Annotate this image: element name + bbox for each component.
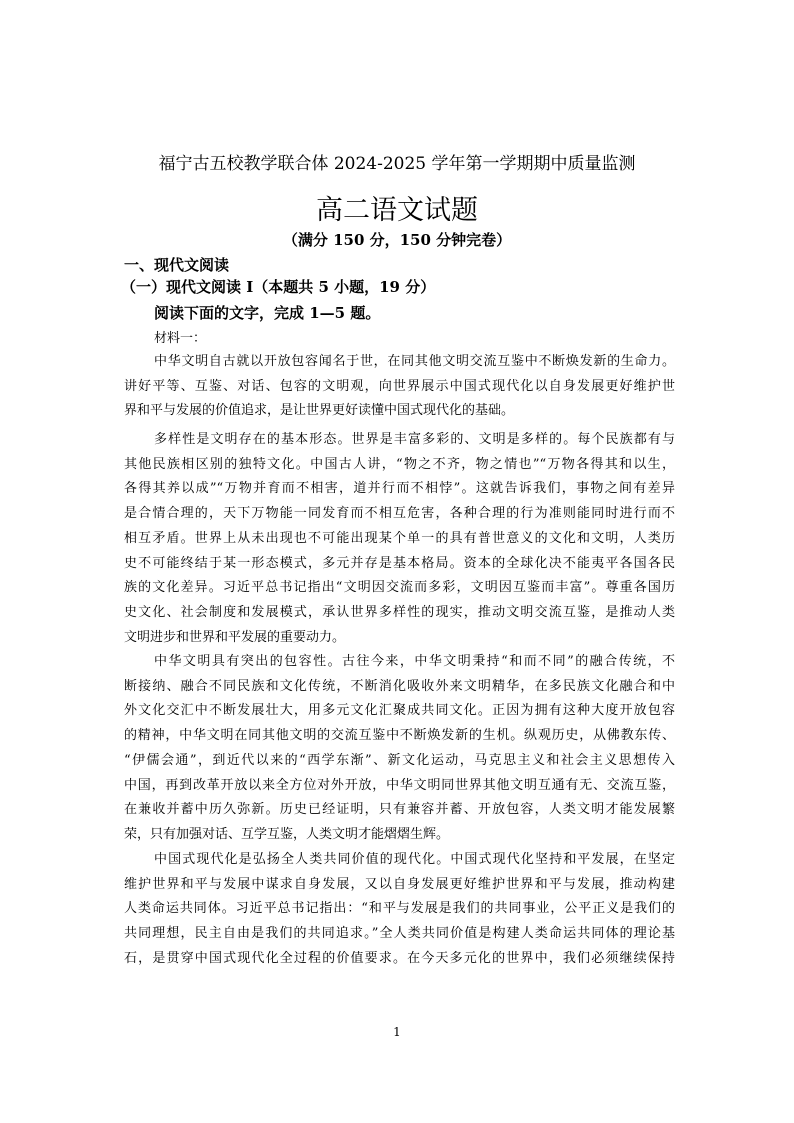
paragraph-2-line-7: 族的文化差异。习近平总书记指出“文明因交流而多彩，文明因互鉴而丰富”。尊重各国历 bbox=[124, 580, 675, 596]
section-title: 一、现代文阅读 bbox=[124, 256, 230, 274]
paragraph-3-line-8: 荣，只有加强对话、互学互鉴，人类文明才能熠熠生辉。 bbox=[124, 826, 450, 842]
school-line: 福宁古五校教学联合体 2024-2025 学年第一学期期中质量监测 bbox=[158, 154, 636, 174]
page-number: 1 bbox=[393, 1025, 401, 1039]
instruction: 阅读下面的文字，完成 1—5 题。 bbox=[154, 304, 381, 322]
paragraph-3-line-6: 中国，再到改革开放以来全方位对外开放，中华文明同世界其他文明互通有无、交流互鉴， bbox=[124, 777, 675, 793]
paragraph-2-line-9: 文明进步和世界和平发展的重要动力。 bbox=[124, 629, 346, 645]
paragraph-1-line-2: 讲好平等、互鉴、对话、包容的文明观，向世界展示中国式现代化以自身发展更好维护世 bbox=[124, 378, 675, 394]
paragraph-2-line-4: 是合情合理的，天下万物能一同发育而不相互危害，各种合理的行为准则能同时进行而不 bbox=[124, 506, 675, 522]
exam-title: 高二语文试题 bbox=[316, 195, 478, 226]
paragraph-4-line-2: 维护世界和平与发展中谋求自身发展，又以自身发展更好维护世界和平与发展，推动构建 bbox=[124, 876, 675, 892]
paragraph-3-line-5: “伊儒会通”，到近代以来的“西学东渐”、新文化运动，马克思主义和社会主义思想传入 bbox=[124, 752, 675, 768]
paragraph-4-line-4: 共同理想，民主自由是我们的共同追求。”全人类共同价值是构建人类命运共同体的理论基 bbox=[124, 926, 675, 942]
paragraph-4-line-5: 石，是贯穿中国式现代化全过程的价值要求。在今天多元化的世界中，我们必须继续保持 bbox=[124, 950, 675, 966]
paragraph-1-line-1: 中华文明自古就以开放包容闻名于世，在同其他文明交流互鉴中不断焕发新的生命力。 bbox=[154, 354, 675, 369]
material-label: 材料一： bbox=[154, 331, 207, 346]
paragraph-3-line-2: 断接纳、融合不同民族和文化传统，不断消化吸收外来文明精华，在多民族文化融合和中 bbox=[124, 678, 675, 694]
paragraph-2-line-6: 史不可能终结于某一形态模式，多元并存是基本格局。资本的全球化决不能夷平各国各民 bbox=[124, 555, 675, 571]
paragraph-1-line-3: 界和平与发展的价值追求，是让世界更好读懂中国式现代化的基础。 bbox=[124, 403, 515, 419]
paragraph-3-line-7: 在兼收并蓄中历久弥新。历史已经证明，只有兼容并蓄、开放包容，人类文明才能发展繁 bbox=[124, 802, 675, 818]
subsection-title: （一）现代文阅读 I（本题共 5 小题，19 分） bbox=[121, 278, 436, 296]
paragraph-4-line-1: 中国式现代化是弘扬全人类共同价值的现代化。中国式现代化坚持和平发展，在坚定 bbox=[154, 852, 675, 867]
paragraph-2-line-1: 多样性是文明存在的基本形态。世界是丰富多彩的、文明是多样的。每个民族都有与 bbox=[154, 432, 675, 447]
paragraph-2-line-3: 各得其养以成”“万物并育而不相害，道并行而不相悖”。这就告诉我们，事物之间有差异 bbox=[124, 481, 675, 497]
score-line: （满分 150 分，150 分钟完卷） bbox=[282, 231, 512, 249]
paragraph-3-line-3: 外文化交汇中不断发展壮大，用多元文化汇聚成共同文化。正因为拥有这种大度开放包容 bbox=[124, 703, 675, 719]
paragraph-2-line-5: 相互矛盾。世界上从未出现也不可能出现某个单一的具有普世意义的文化和文明，人类历 bbox=[124, 530, 675, 546]
paragraph-3-line-1: 中华文明具有突出的包容性。古往今来，中华文明秉持“和而不同”的融合传统，不 bbox=[154, 654, 675, 669]
paragraph-2-line-2: 其他民族相区别的独特文化。中国古人讲，“物之不齐，物之情也”“万物各得其和以生， bbox=[124, 456, 675, 472]
paragraph-3-line-4: 的精神，中华文明在同其他文明的交流互鉴中不断焕发新的生机。纵观历史，从佛教东传、 bbox=[124, 728, 675, 744]
paragraph-2-line-8: 史文化、社会制度和发展模式，承认世界多样性的现实，推动文明交流互鉴，是推动人类 bbox=[124, 604, 675, 620]
paragraph-4-line-3: 人类命运共同体。习近平总书记指出：“和平与发展是我们的共同事业，公平正义是我们的 bbox=[124, 901, 675, 917]
